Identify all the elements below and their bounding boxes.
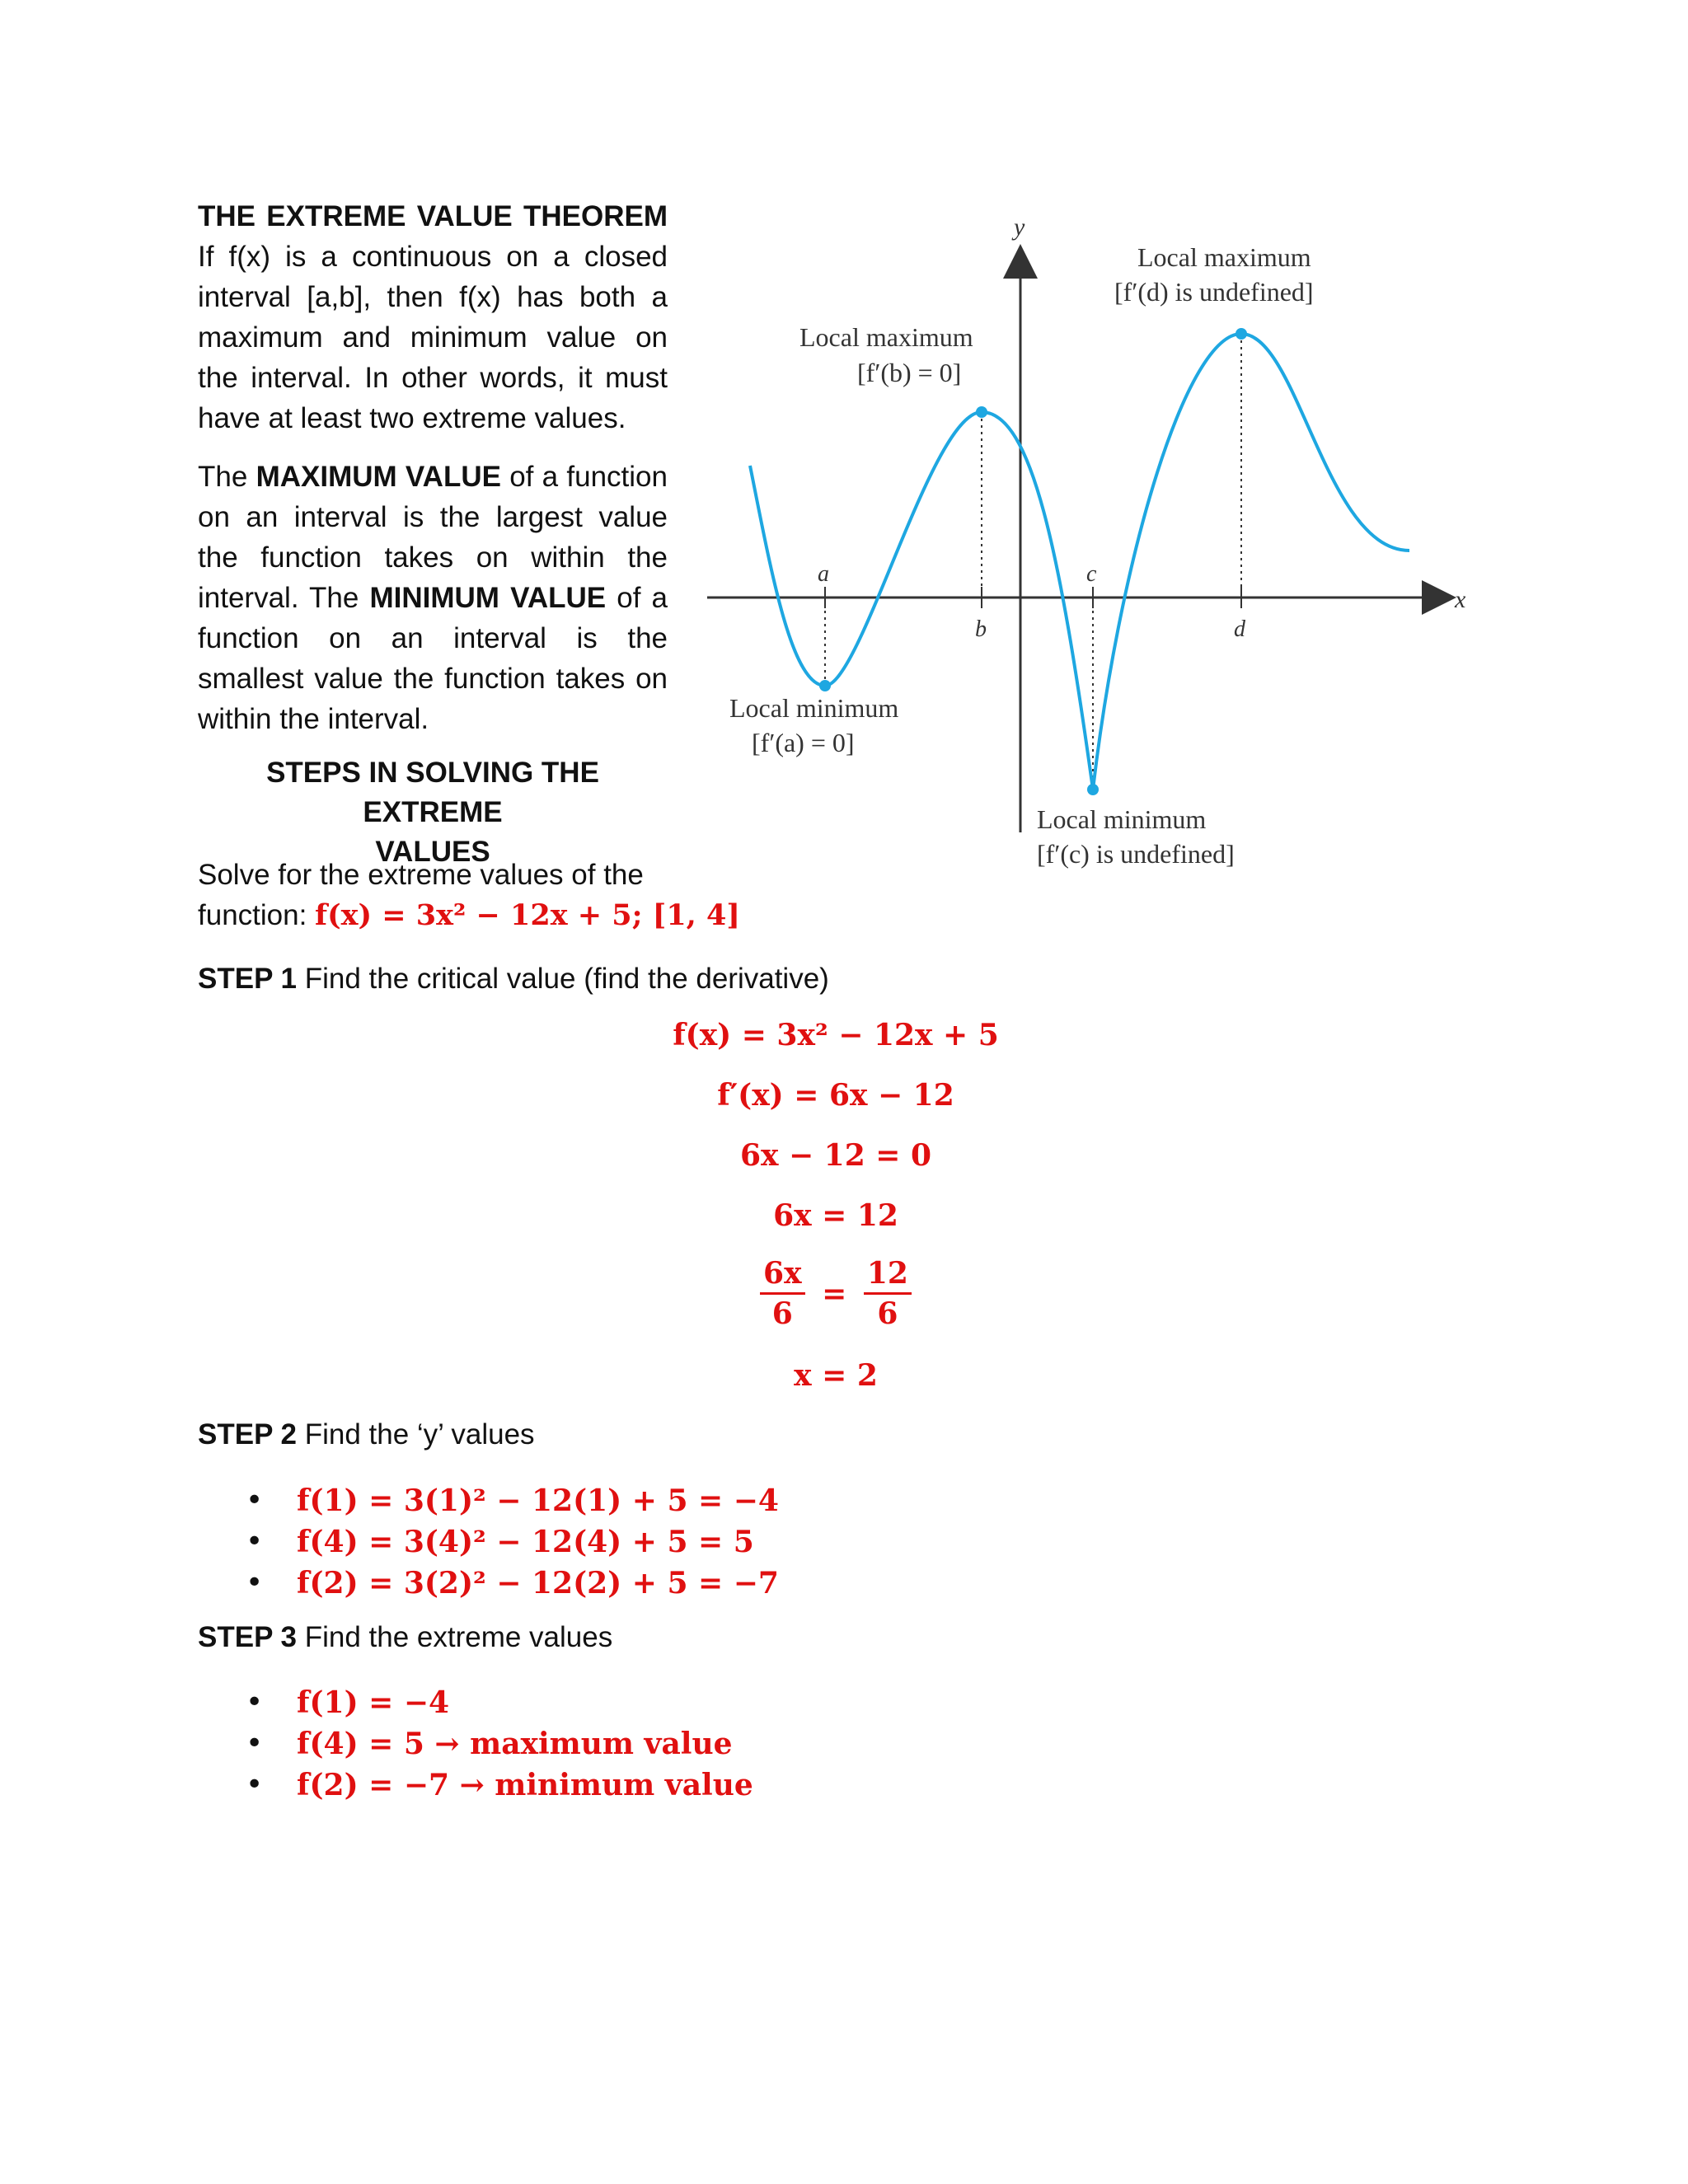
- step3-text: Find the extreme values: [296, 1621, 613, 1653]
- title-word: THE: [198, 200, 256, 232]
- extreme-value-graph: [692, 206, 1475, 890]
- label-min-a-cond: [f′(a) = 0]: [752, 728, 855, 757]
- tick-label-d: d: [1234, 616, 1245, 642]
- list-item: [246, 1765, 823, 1806]
- maximum-value-term: MAXIMUM VALUE: [256, 461, 501, 493]
- step1-text: Find the critical value (find the derivative): [296, 963, 829, 995]
- definition-paragraph: [198, 457, 668, 739]
- list-item: [246, 1521, 823, 1563]
- point-local-max-b: [976, 406, 987, 418]
- list-item-text: f(4) = 3(4)² − 12(4) + 5 = 5: [297, 1525, 754, 1559]
- definition-text: The: [198, 461, 256, 493]
- minimum-value-term: MINIMUM VALUE: [369, 582, 607, 614]
- list-item-text: f(2) = −7 → minimum value: [297, 1768, 753, 1802]
- label-max-d-title: Local maximum: [1137, 242, 1311, 272]
- step3-list: [246, 1682, 823, 1806]
- steps-heading-line: VALUES: [375, 836, 490, 868]
- step1-line: 6x = 12: [773, 1198, 898, 1233]
- label-min-c-cond: [f′(c) is undefined]: [1037, 839, 1235, 869]
- y-axis-label: y: [1014, 213, 1025, 241]
- step2-heading: [198, 1414, 535, 1455]
- fraction-numerator: 6x: [760, 1254, 805, 1295]
- tick-label-a: a: [818, 561, 829, 587]
- label-max-d-cond: [f′(d) is undefined]: [1114, 277, 1314, 307]
- fraction-right: [864, 1254, 912, 1333]
- problem-statement: [198, 855, 740, 935]
- problem-function: f(x) = 3x² − 12x + 5; [1, 4]: [315, 898, 740, 932]
- step1-line: f(x) = 3x² − 12x + 5: [673, 1018, 999, 1052]
- problem-line: Solve for the extreme values of the: [198, 859, 644, 891]
- step2-text: Find the ‘y’ values: [296, 1418, 535, 1451]
- list-item-text: f(1) = −4: [297, 1685, 450, 1720]
- fraction-equals: =: [822, 1276, 847, 1311]
- step1-label: STEP 1: [198, 963, 297, 995]
- step1-heading: [198, 958, 829, 999]
- list-item-text: f(2) = 3(2)² − 12(2) + 5 = −7: [297, 1566, 779, 1601]
- list-item: [246, 1563, 823, 1604]
- tick-label-c: c: [1086, 561, 1097, 587]
- step2-label: STEP 2: [198, 1418, 297, 1451]
- fraction-denominator: 6: [877, 1296, 898, 1331]
- title-word: THEOREM: [523, 200, 668, 232]
- fraction-left: [760, 1254, 805, 1333]
- theorem-title: [198, 196, 668, 237]
- problem-prefix: function:: [198, 899, 316, 931]
- list-item-text: f(4) = 5 → maximum value: [297, 1727, 733, 1761]
- list-item: [246, 1723, 823, 1765]
- step1-result: x = 2: [794, 1358, 878, 1393]
- label-max-b-title: Local maximum: [799, 322, 973, 352]
- label-max-b-cond: [f′(b) = 0]: [857, 358, 962, 387]
- list-item: [246, 1682, 823, 1723]
- x-axis-label: x: [1455, 586, 1466, 613]
- step2-list: [246, 1480, 823, 1604]
- bullet: •: [246, 1566, 264, 1600]
- definition-text: of a function on an interval is the largest value the function takes on within the interval. The: [198, 461, 668, 614]
- definition-text: of a function on an interval is the smallest value the function takes on within the interval.: [198, 582, 668, 735]
- bullet: •: [246, 1525, 264, 1558]
- list-item-text: f(1) = 3(1)² − 12(1) + 5 = −4: [297, 1483, 779, 1518]
- title-word: VALUE: [416, 200, 513, 232]
- step1-fraction-equation: [588, 1254, 1083, 1333]
- steps-heading-line: STEPS IN SOLVING THE EXTREME: [266, 757, 599, 828]
- bullet: •: [246, 1483, 264, 1517]
- theorem-paragraph: If f(x) is a continuous on a closed interval [a,b], then f(x) has both a maximum and minimum value on the interval. In other words, it must have at least two extreme values.: [198, 241, 668, 434]
- step3-label: STEP 3: [198, 1621, 297, 1653]
- problem-line: [198, 895, 740, 935]
- list-item: [246, 1480, 823, 1521]
- point-local-min-c: [1087, 784, 1099, 795]
- fraction-numerator: 12: [864, 1254, 912, 1295]
- fraction-denominator: 6: [771, 1296, 793, 1331]
- step1-line: 6x − 12 = 0: [739, 1138, 932, 1173]
- label-min-a-title: Local minimum: [729, 693, 899, 723]
- tick-label-b: b: [975, 616, 987, 642]
- title-word: EXTREME: [266, 200, 406, 232]
- bullet: •: [246, 1685, 264, 1719]
- label-min-c-title: Local minimum: [1037, 804, 1207, 834]
- point-local-min-a: [819, 680, 831, 691]
- step3-heading: [198, 1617, 612, 1657]
- bullet: •: [246, 1768, 264, 1802]
- point-local-max-d: [1236, 328, 1247, 340]
- bullet: •: [246, 1727, 264, 1760]
- step1-line: f′(x) = 6x − 12: [717, 1078, 954, 1113]
